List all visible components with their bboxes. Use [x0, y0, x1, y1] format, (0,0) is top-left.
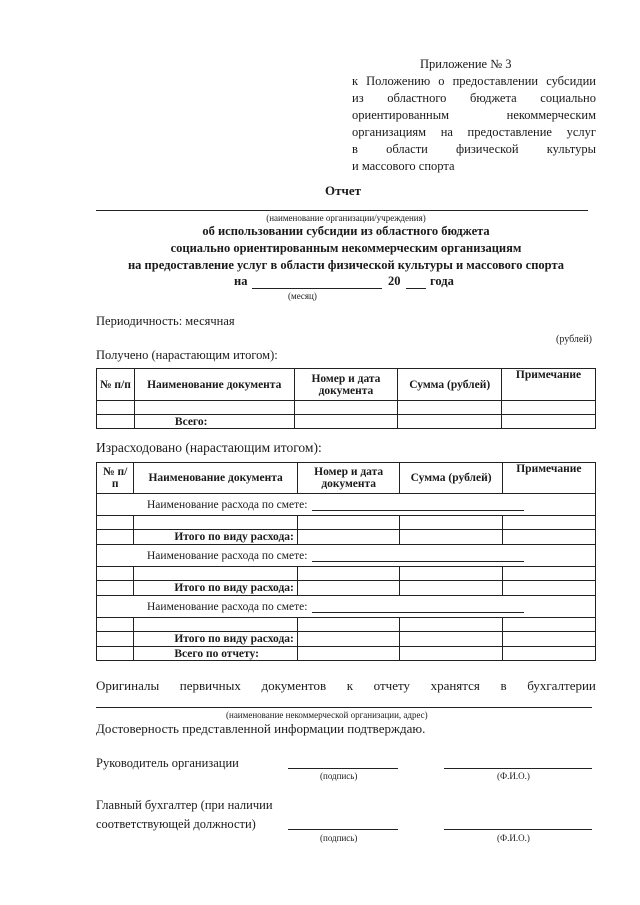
year-line	[406, 288, 426, 289]
nko-caption: (наименование некоммерческой организации, адрес)	[226, 710, 428, 720]
chief-signature-caption: (подпись)	[320, 833, 358, 843]
period-year: 20	[388, 274, 401, 288]
originals-word: к	[346, 678, 354, 693]
originals-word: в	[500, 678, 507, 693]
period-suffix: года	[430, 274, 454, 288]
grand-total-row	[97, 647, 596, 661]
table-row	[97, 401, 596, 415]
subtotal-label: Итого по виду расхода:	[134, 632, 298, 647]
originals-word: документов	[261, 678, 327, 693]
chief-name-line	[444, 829, 592, 830]
column-header: Примечание	[502, 463, 595, 494]
org-caption: (наименование организации/учреждения)	[266, 213, 426, 223]
subtotal-row	[97, 581, 596, 596]
subtotal-label: Итого по виду расхода:	[134, 530, 298, 545]
originals-word: хранятся	[430, 678, 480, 693]
subtotal-row	[97, 632, 596, 647]
originals-word: бухгалтерии	[527, 678, 596, 693]
originals-word: отчету	[373, 678, 410, 693]
appendix-line: организациям на предоставление услуг	[352, 125, 596, 139]
month-line	[252, 288, 382, 289]
spent-heading: Израсходовано (нарастающим итогом):	[96, 440, 322, 455]
table-row	[97, 516, 596, 530]
expense-name-row	[97, 596, 596, 618]
table-row	[97, 618, 596, 632]
appendix-line: ориентированным некоммерческим	[352, 108, 596, 122]
currency-note: (рублей)	[556, 334, 593, 345]
subtotal-row	[97, 530, 596, 545]
total-row	[97, 415, 596, 429]
column-header: Номер и дата документа	[294, 369, 398, 401]
column-header: Наименование документа	[134, 463, 298, 494]
period-prefix: на	[234, 274, 248, 288]
org-name-line	[96, 210, 588, 211]
originals-word: Оригиналы	[96, 678, 160, 693]
table-row	[97, 567, 596, 581]
expense-name-line	[312, 612, 524, 613]
appendix-line: к Положению о предоставлении субсидии	[352, 74, 596, 88]
expense-name-label: Наименование расхода по смете:	[147, 498, 308, 511]
chief-accountant-label-line2: соответствующей должности)	[96, 817, 256, 831]
head-signature-caption: (подпись)	[320, 771, 358, 781]
chief-name-caption: (Ф.И.О.)	[497, 833, 530, 843]
column-header: Примечание	[502, 369, 596, 401]
table-header-row	[97, 463, 596, 494]
nko-name-line	[96, 707, 592, 708]
head-signature-line	[288, 768, 398, 769]
expense-name-line	[312, 510, 524, 511]
periodicity: Периодичность: месячная	[96, 314, 235, 328]
column-header: № п/п	[97, 463, 134, 494]
expense-name-row	[97, 494, 596, 516]
originals-word: первичных	[179, 678, 241, 693]
chief-signature-line	[288, 829, 398, 830]
originals-sentence	[96, 678, 596, 694]
appendix-block	[352, 56, 596, 175]
column-header: Номер и дата документа	[297, 463, 400, 494]
column-header: Сумма (рублей)	[400, 463, 502, 494]
chief-accountant-label-line1: Главный бухгалтер (при наличии	[96, 798, 273, 812]
spent-table	[96, 462, 596, 661]
appendix-line: в области физической культуры	[352, 142, 596, 156]
report-title: Отчет	[325, 183, 361, 198]
table-header-row	[97, 369, 596, 401]
appendix-line: из областного бюджета социально	[352, 91, 596, 105]
appendix-line: и массового спорта	[352, 159, 455, 173]
subtotal-label: Итого по виду расхода:	[134, 581, 298, 596]
column-header: Сумма (рублей)	[398, 369, 502, 401]
head-label: Руководитель организации	[96, 756, 239, 770]
report-subtitle-line: социально ориентированным некоммерческим организациям	[170, 241, 522, 255]
expense-name-label: Наименование расхода по смете:	[147, 549, 308, 562]
expense-name-label: Наименование расхода по смете:	[147, 600, 308, 613]
month-caption: (месяц)	[288, 291, 317, 301]
expense-name-row	[97, 545, 596, 567]
received-heading: Получено (нарастающим итогом):	[96, 348, 278, 362]
total-label: Всего:	[134, 415, 294, 429]
report-subtitle-line: об использовании субсидии из областного бюджета	[202, 224, 490, 238]
head-name-line	[444, 768, 592, 769]
received-table	[96, 368, 596, 429]
expense-name-line	[312, 561, 524, 562]
grand-total-label: Всего по отчету:	[134, 647, 298, 661]
column-header: № п/п	[97, 369, 135, 401]
report-subtitle-line: на предоставление услуг в области физической культуры и массового спорта	[127, 258, 564, 272]
head-name-caption: (Ф.И.О.)	[497, 771, 530, 781]
appendix-title: Приложение № 3	[420, 57, 512, 71]
confirm-text: Достоверность представленной информации подтверждаю.	[96, 721, 426, 736]
column-header: Наименование документа	[134, 369, 294, 401]
